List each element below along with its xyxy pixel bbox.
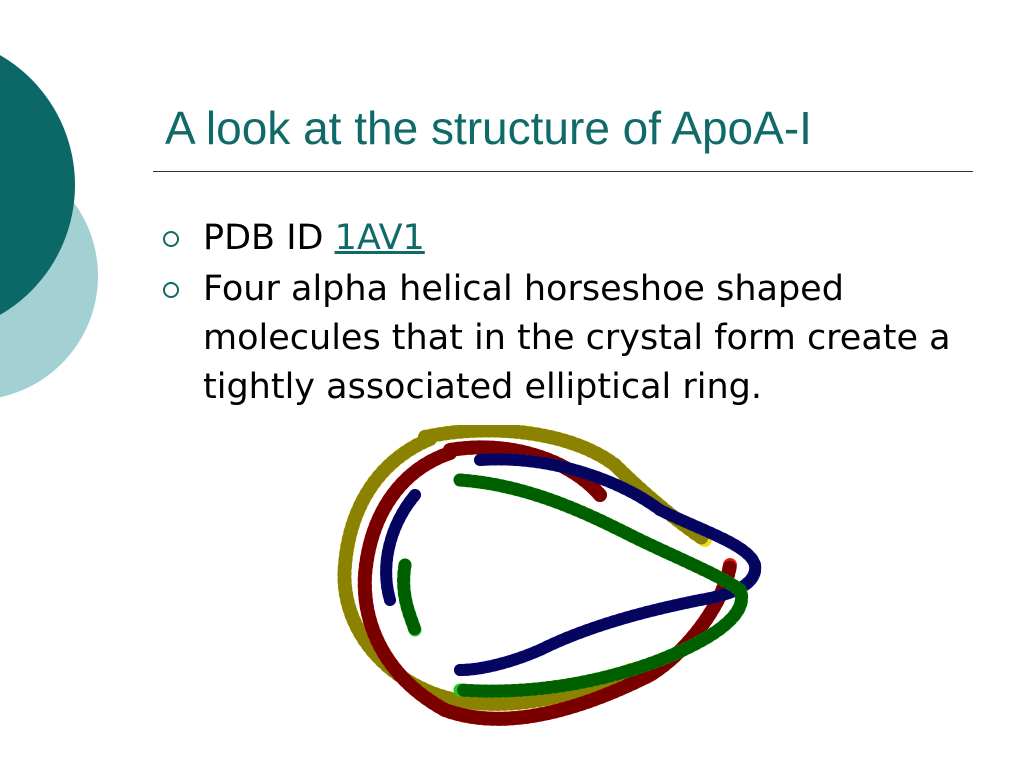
title-divider <box>153 171 973 172</box>
green-helix-strand <box>404 480 742 691</box>
bullet-description <box>160 265 980 412</box>
apoa1-ring-structure-image <box>330 425 770 735</box>
red-helix-strand <box>365 447 730 718</box>
bullet-pdb-id <box>160 214 980 263</box>
bullet-marker-icon <box>163 282 179 298</box>
pdb-id-label: PDB ID <box>203 218 335 258</box>
pdb-id-link[interactable]: 1AV1 <box>334 218 425 258</box>
description-text: Four alpha helical horseshoe shaped molecules that in the crystal form create a tightly associated elliptical ring. <box>203 269 951 407</box>
bullet-marker-icon <box>163 231 179 247</box>
bullet-list <box>160 214 980 414</box>
slide-title: A look at the structure of ApoA-I <box>165 102 812 154</box>
